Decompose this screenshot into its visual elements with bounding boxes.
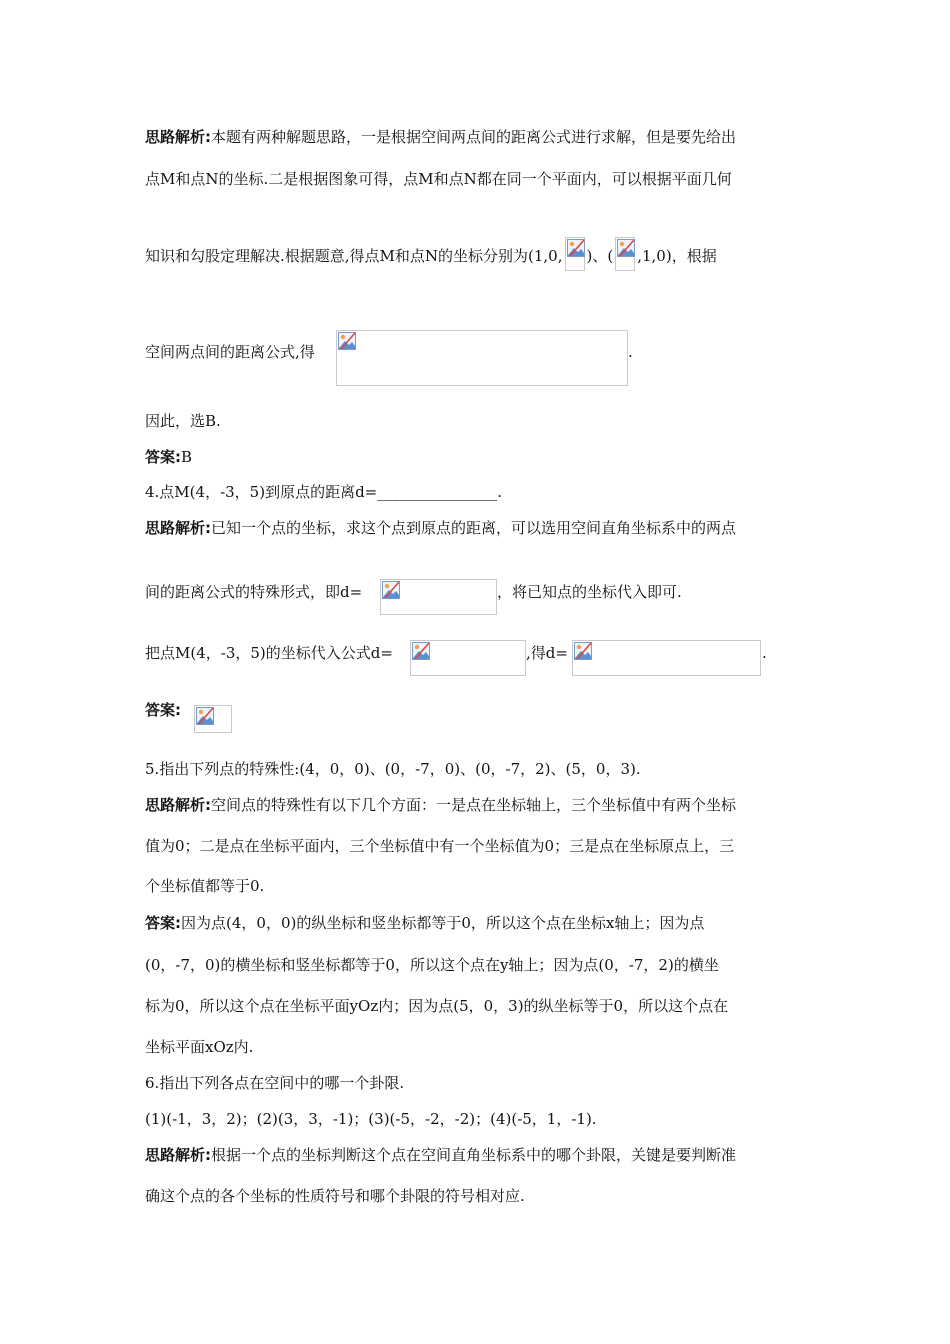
q5-answer-line1-text: 因为点(4，0，0)的纵坐标和竖坐标都等于0，所以这个点在坐标x轴上；因为点 <box>181 914 705 932</box>
p1-answer-text: B <box>181 448 193 466</box>
p1-line3-text-c: ,1,0)，根据 <box>637 247 717 265</box>
broken-image-icon <box>338 332 356 350</box>
p1-line2-text: 点M和点N的坐标.二是根据图象可得，点M和点N都在同一个平面内，可以根据平面几何 <box>145 170 732 188</box>
q4-answer-image <box>194 705 232 733</box>
p1-line1-text: 本题有两种解题思路，一是根据空间两点间的距离公式进行求解，但是要先给出 <box>211 128 737 146</box>
q4-analysis-line1-text: 已知一个点的坐标，求这个点到原点的距离，可以选用空间直角坐标系中的两点 <box>211 519 737 537</box>
q6-question <box>145 1073 404 1093</box>
q4-analysis-line3-end <box>762 643 767 663</box>
q5-question <box>145 759 641 779</box>
q4-analysis-line2-end <box>497 582 682 602</box>
broken-image-icon <box>382 581 400 599</box>
q4-analysis-line2-text-b: ，将已知点的坐标代入即可. <box>497 583 682 601</box>
broken-image-icon <box>412 642 430 660</box>
answer-label: 答案: <box>145 701 181 719</box>
q4-analysis-line3 <box>145 643 393 663</box>
q4-question <box>145 482 502 502</box>
p1-line1 <box>145 127 736 147</box>
q6-analysis-line1 <box>145 1145 736 1165</box>
q6-items-text: (1)(-1，3，2)；(2)(3，3，-1)；(3)(-5，-2，-2)；(4)(-5，1，-1). <box>145 1110 597 1128</box>
p1-line5 <box>145 411 221 431</box>
q5-answer-line2-text: (0，-7，0)的横坐标和竖坐标都等于0，所以这个点在y轴上；因为点(0，-7，2)的横坐 <box>145 956 719 974</box>
q6-analysis-line1-text: 根据一个点的坐标判断这个点在空间直角坐标系中的哪个卦限，关键是要判断准 <box>211 1146 737 1164</box>
q5-question-text: 5.指出下列点的特殊性:(4，0，0)、(0，-7，0)、(0，-7，2)、(5，0，3). <box>145 760 641 778</box>
q4-analysis-line3-text-b: ,得d= <box>526 644 568 662</box>
p1-line4-text-a: 空间两点间的距离公式,得 <box>145 343 315 361</box>
q6-items <box>145 1109 597 1129</box>
q5-answer-line3-text: 标为0，所以这个点在坐标平面yOz内；因为点(5，0，3)的纵坐标等于0，所以这个点在 <box>145 997 729 1015</box>
q4-analysis-line1 <box>145 518 736 538</box>
q4-analysis-line3-mid <box>526 643 568 663</box>
p1-line2 <box>145 169 732 189</box>
p1-line4 <box>145 342 315 362</box>
p1-line3-text-a: 知识和勾股定理解决.根据题意,得点M和点N的坐标分别为(1,0, <box>145 247 563 265</box>
result-formula-image <box>572 640 761 676</box>
q5-analysis-line3 <box>145 876 264 896</box>
q5-answer-line2 <box>145 955 719 975</box>
q4-question-text: 4.点M(4，-3，5)到原点的距离d=________________. <box>145 483 503 501</box>
q4-analysis-line3-text-a: 把点M(4，-3，5)的坐标代入公式d= <box>145 644 393 662</box>
q5-analysis-line2 <box>145 836 734 856</box>
analysis-label: 思路解析: <box>145 796 211 814</box>
broken-image-icon <box>567 239 585 257</box>
answer-label: 答案: <box>145 914 181 932</box>
q4-analysis-line2 <box>145 582 362 602</box>
broken-image-icon <box>574 642 592 660</box>
q4-analysis-line3-text-c: . <box>762 644 767 662</box>
p1-line4-end <box>628 342 633 362</box>
q5-answer-line3 <box>145 996 728 1016</box>
p1-line4-text-b: . <box>628 343 633 361</box>
q5-answer-line4 <box>145 1037 253 1057</box>
q5-answer-line1 <box>145 913 704 933</box>
p1-line3 <box>145 237 717 271</box>
answer-label: 答案: <box>145 448 181 466</box>
p1-line3-text-b: )、( <box>586 247 614 265</box>
distance-origin-formula-image <box>380 579 497 615</box>
analysis-label: 思路解析: <box>145 519 211 537</box>
q4-answer <box>145 700 181 720</box>
q5-analysis-line1 <box>145 795 736 815</box>
q5-analysis-line3-text: 个坐标值都等于0. <box>145 877 265 895</box>
q5-analysis-line2-text: 值为0；二是点在坐标平面内，三个坐标值中有一个坐标值为0；三是点在坐标原点上，三 <box>145 837 735 855</box>
formula-image-2 <box>615 237 635 271</box>
broken-image-icon <box>617 239 635 257</box>
q6-question-text: 6.指出下列各点在空间中的哪一个卦限. <box>145 1074 405 1092</box>
substitution-formula-image <box>410 640 526 676</box>
analysis-label: 思路解析: <box>145 1146 211 1164</box>
q4-analysis-line2-text-a: 间的距离公式的特殊形式，即d= <box>145 583 363 601</box>
q5-answer-line4-text: 坐标平面xOz内. <box>145 1038 254 1056</box>
q5-analysis-line1-text: 空间点的特殊性有以下几个方面：一是点在坐标轴上，三个坐标值中有两个坐标 <box>211 796 737 814</box>
formula-image-1 <box>565 237 585 271</box>
q6-analysis-line2-text: 确这个点的各个坐标的性质符号和哪个卦限的符号相对应. <box>145 1187 525 1205</box>
analysis-label: 思路解析: <box>145 128 211 146</box>
distance-formula-image <box>336 330 628 386</box>
q6-analysis-line2 <box>145 1186 525 1206</box>
p1-answer <box>145 447 192 467</box>
broken-image-icon <box>196 707 214 725</box>
p1-line5-text: 因此，选B. <box>145 412 221 430</box>
